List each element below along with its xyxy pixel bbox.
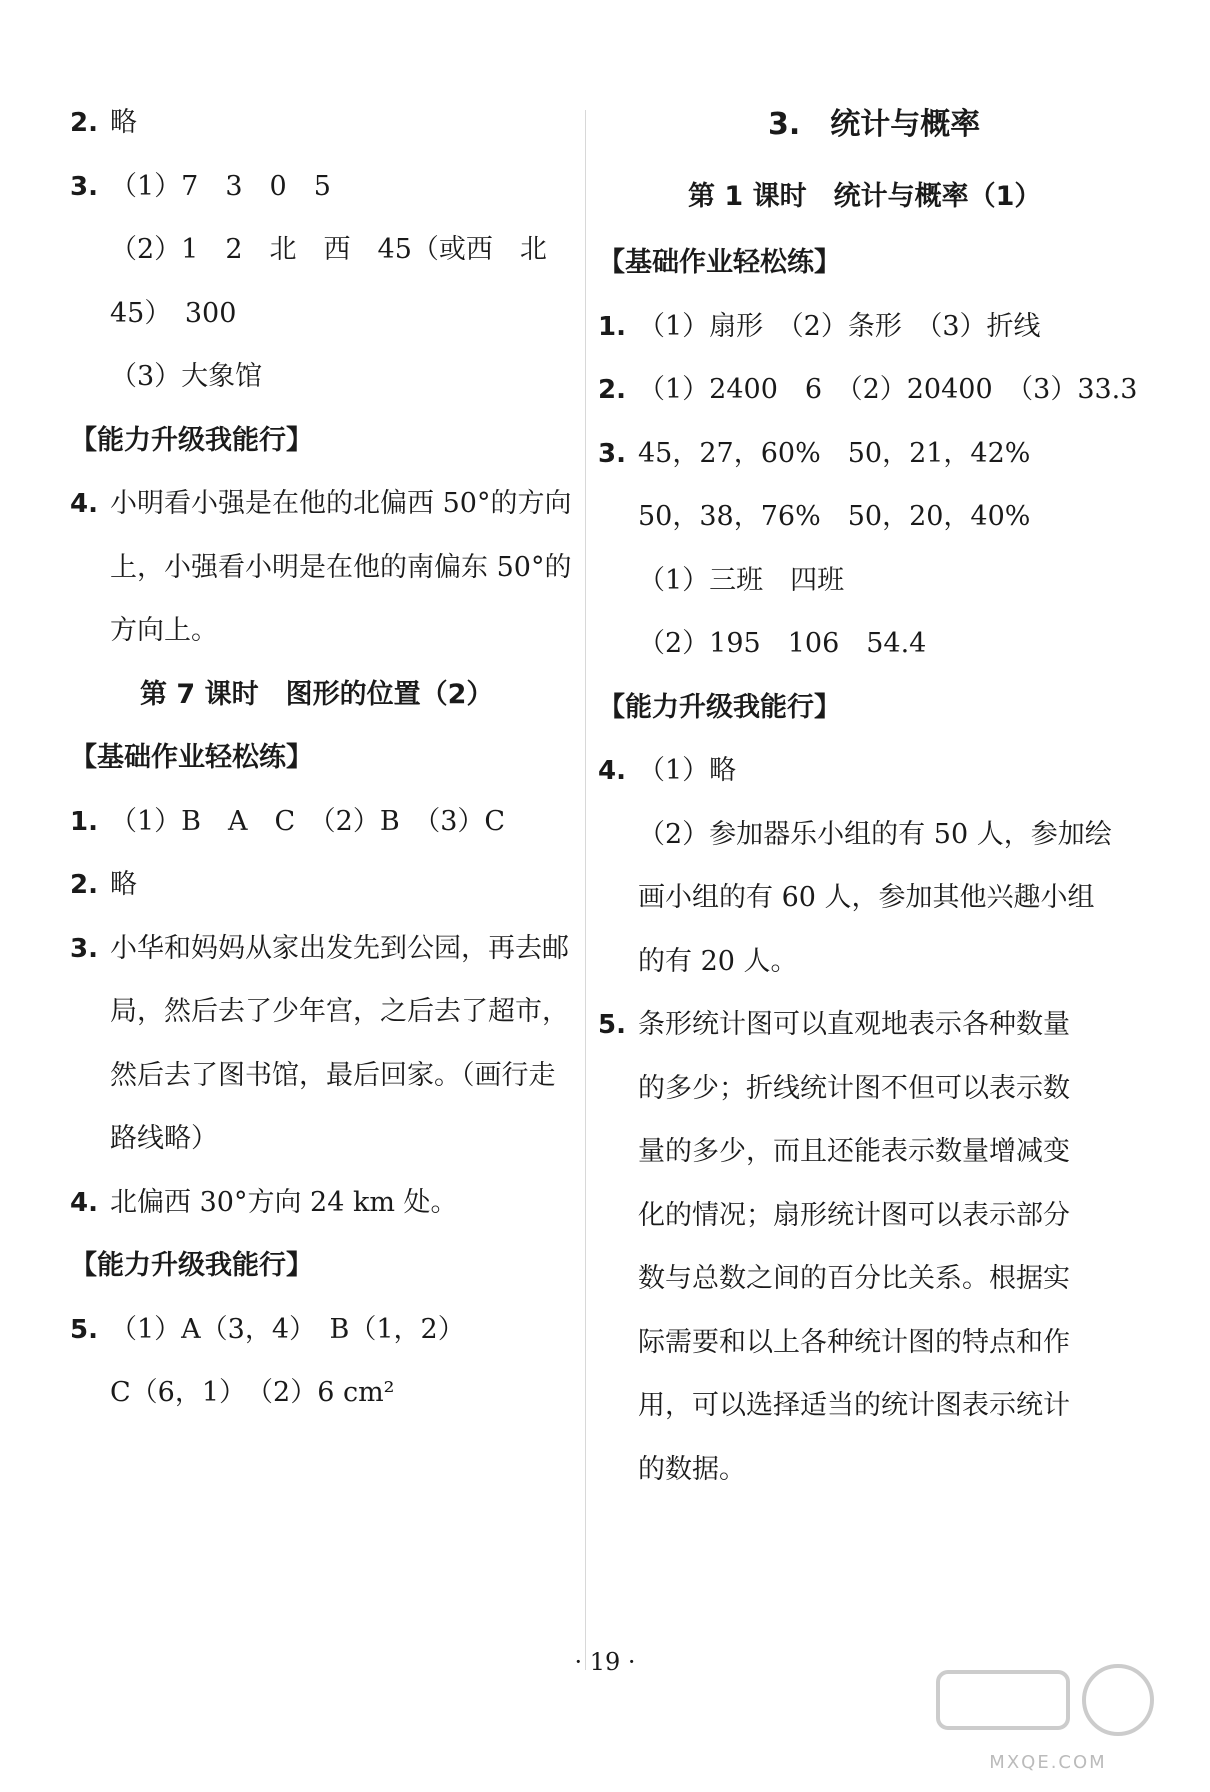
item-text: 然后去了图书馆，最后回家。（画行走 [110, 1059, 556, 1091]
answer-continuation [598, 880, 1095, 916]
item-text: （1）B A C （2）B （3）C [110, 805, 506, 837]
section-header: 【能力升级我能行】 [70, 424, 313, 456]
item-text: （2）195 106 54.4 [638, 628, 927, 659]
page-number: · 19 · [574, 1648, 636, 1676]
item-text: （2）参加器乐小组的有 50 人，参加绘 [638, 818, 1112, 850]
answer-continuation [598, 626, 926, 662]
answer-item [70, 1312, 465, 1348]
item-number: 2. [70, 870, 98, 900]
item-number: 5. [70, 1314, 98, 1345]
answer-continuation [598, 563, 844, 599]
item-text: 的多少；折线统计图不但可以表示数 [638, 1072, 1070, 1104]
item-number: 2. [598, 375, 626, 405]
section-header: 【基础作业轻松练】 [70, 742, 313, 773]
item-text: 局，然后去了少年宫，之后去了超市， [110, 996, 569, 1027]
answer-item [70, 867, 137, 903]
item-text: 路线略） [110, 1123, 218, 1154]
item-text: 北偏西 30°方向 24 km 处。 [110, 1186, 458, 1218]
answer-continuation [70, 1058, 556, 1094]
item-text: 的有 20 人。 [638, 945, 798, 977]
item-text: 略 [110, 869, 137, 900]
item-text: 小华和妈妈从家出发先到公园，再去邮 [110, 932, 569, 964]
answer-item [70, 1185, 458, 1221]
item-text: （2）1 2 北 西 45（或西 北 [110, 234, 547, 265]
answer-item [70, 105, 137, 141]
item-number: 3. [70, 933, 98, 964]
answer-continuation [598, 1388, 1070, 1424]
section-header: 【能力升级我能行】 [70, 1250, 313, 1281]
chapter-title: 3. 统计与概率 [768, 107, 981, 142]
item-text: 50，38，76% 50，20，40% [638, 501, 1031, 532]
item-text: （1）A（3，4） B（1，2） [110, 1313, 465, 1345]
item-text: C（6，1） （2）6 cm² [110, 1377, 395, 1408]
answer-item [598, 309, 1041, 345]
item-number: 4. [70, 1187, 98, 1218]
answer-continuation [598, 1325, 1070, 1361]
answer-item [598, 753, 736, 789]
answer-continuation [598, 1261, 1070, 1297]
item-number: 5. [598, 1010, 626, 1040]
item-text: 用，可以选择适当的统计图表示统计 [638, 1390, 1070, 1421]
answer-item [598, 372, 1137, 408]
item-number: 4. [598, 756, 626, 786]
answer-continuation [70, 1121, 218, 1157]
item-text: 方向上。 [110, 615, 218, 646]
answer-item [70, 804, 505, 840]
answer-continuation [70, 1375, 395, 1411]
answer-continuation [70, 994, 569, 1030]
item-number: 3. [598, 438, 626, 469]
answer-item [598, 436, 1030, 472]
item-number: 4. [70, 489, 98, 519]
item-text: （1）2400 6 （2）20400 （3）33.3 [638, 374, 1138, 405]
item-text: 小明看小强是在他的北偏西 50°的方向 [110, 488, 572, 519]
answer-continuation [70, 232, 547, 268]
answer-continuation [70, 296, 236, 332]
item-text: 的数据。 [638, 1453, 746, 1485]
watermark-text: MXQE.COM [989, 1752, 1107, 1773]
item-number: 1. [70, 806, 98, 837]
item-text: 化的情况；扇形统计图可以表示部分 [638, 1199, 1070, 1231]
lesson-title: 第 7 课时 图形的位置（2） [140, 678, 494, 710]
answer-continuation [70, 550, 571, 586]
item-text: 45，27，60% 50，21，42% [638, 437, 1031, 469]
answer-item [70, 169, 331, 205]
lesson-title: 第 1 课时 统计与概率（1） [688, 181, 1042, 212]
answer-item [70, 486, 571, 522]
answer-continuation [598, 499, 1030, 535]
item-text: 数与总数之间的百分比关系。根据实 [638, 1263, 1070, 1294]
answer-item [598, 1007, 1070, 1043]
section-header: 【能力升级我能行】 [598, 691, 841, 723]
column-divider [585, 110, 586, 1670]
answer-continuation [70, 359, 262, 395]
item-text: 上，小强看小明是在他的南偏东 50°的 [110, 551, 572, 583]
item-text: 量的多少，而且还能表示数量增减变 [638, 1136, 1070, 1167]
answer-continuation [598, 944, 798, 980]
item-text: 45） 300 [110, 297, 237, 329]
item-text: （1）7 3 0 5 [110, 170, 331, 202]
item-text: （3）大象馆 [110, 361, 263, 392]
answer-continuation [598, 1198, 1070, 1234]
item-text: （1）三班 四班 [638, 564, 845, 596]
answer-continuation [70, 613, 218, 649]
item-text: 条形统计图可以直观地表示各种数量 [638, 1009, 1070, 1040]
item-number: 2. [70, 108, 98, 138]
watermark-logo [918, 1650, 1178, 1780]
item-text: （1）略 [638, 755, 737, 786]
section-header: 【基础作业轻松练】 [598, 247, 841, 278]
item-number: 1. [598, 311, 626, 342]
answer-continuation [598, 1134, 1070, 1170]
answer-continuation [598, 1071, 1070, 1107]
answer-item [70, 931, 569, 967]
item-number: 3. [70, 171, 98, 202]
answer-continuation [598, 1452, 746, 1488]
answer-continuation [598, 817, 1112, 853]
item-text: 略 [110, 107, 137, 138]
item-text: 际需要和以上各种统计图的特点和作 [638, 1326, 1070, 1358]
item-text: （1）扇形 （2）条形 （3）折线 [638, 310, 1041, 342]
item-text: 画小组的有 60 人，参加其他兴趣小组 [638, 882, 1095, 913]
